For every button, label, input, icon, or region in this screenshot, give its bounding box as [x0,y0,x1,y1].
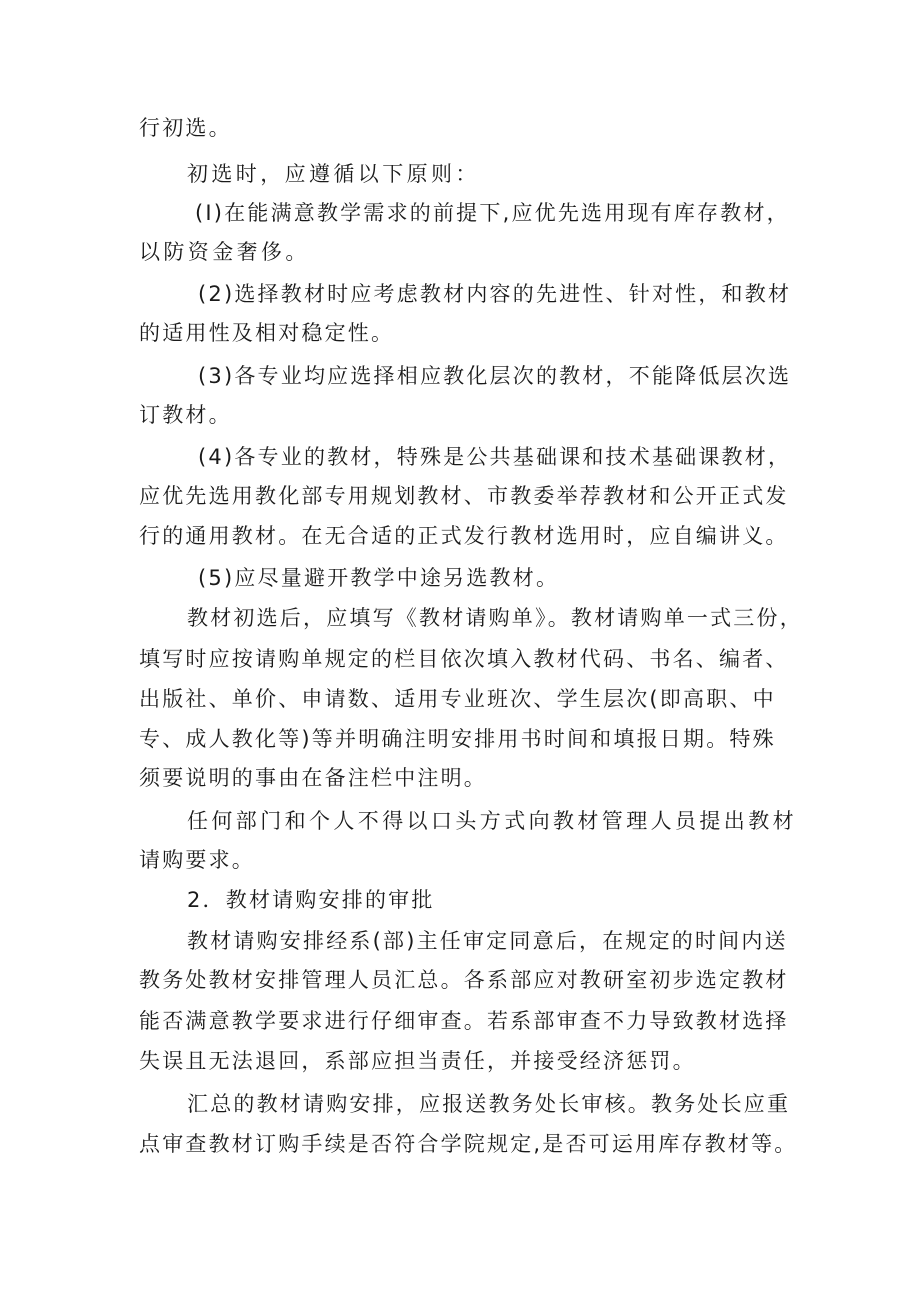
text-line: 教材请购安排经系(部)主任审定同意后，在规定的时间内送 [187,929,788,953]
text-line: 订教材。 [139,403,232,427]
text-line: 行初选。 [139,116,232,140]
text-line: (5)应尽量避开教学中途另选教材。 [198,566,560,590]
text-line: (2)选择教材时应考虑教材内容的先进性、针对性，和教材 [198,282,792,306]
text-line: 行的通用教材。在无合适的正式发行教材选用时，应自编讲义。 [139,524,789,548]
text-line: 应优先选用教化部专用规划教材、市教委举荐教材和公开正式发 [139,484,789,508]
section-heading: 2．教材请购安排的审批 [187,888,435,912]
text-line: 汇总的教材请购安排，应报送教务处长审核。教务处长应重 [187,1092,791,1116]
text-line: 填写时应按请购单规定的栏目依次填入教材代码、书名、编者、 [139,647,789,671]
text-line: (3)各专业均应选择相应教化层次的教材，不能降低层次选 [198,364,792,388]
text-line: (4)各专业的教材，特殊是公共基础课和技术基础课教材， [198,445,792,469]
text-line: 失误且无法退回，系部应担当责任，并接受经济惩罚。 [139,1049,696,1073]
text-line: 点审查教材订购手续是否符合学院规定,是否可运用库存教材等。 [139,1132,798,1156]
text-line: 出版社、单价、申请数、适用专业班次、学生层次(即高职、中 [139,687,776,711]
text-line: 的适用性及相对稳定性。 [139,321,395,345]
text-line: 请购要求。 [139,848,255,872]
text-line: 以防资金奢侈。 [139,240,310,264]
text-line: (I)在能满意教学需求的前提下,应优先选用现有库存教材， [195,201,790,225]
text-line: 能否满意教学要求进行仔细审查。若系部审查不力导致教材选择 [139,1009,789,1033]
text-line: 初选时，应遵循以下原则： [187,162,480,186]
text-line: 教材初选后，应填写《教材请购单》。教材请购单一式三份， [187,606,803,630]
text-line: 须要说明的事由在备注栏中注明。 [139,766,487,790]
text-line: 任何部门和个人不得以口头方式向教材管理人员提出教材 [187,809,797,833]
text-line: 教务处教材安排管理人员汇总。各系部应对教研室初步选定教材 [139,968,789,992]
text-line: 专、成人教化等)等并明确注明安排用书时间和填报日期。特殊 [139,727,776,751]
